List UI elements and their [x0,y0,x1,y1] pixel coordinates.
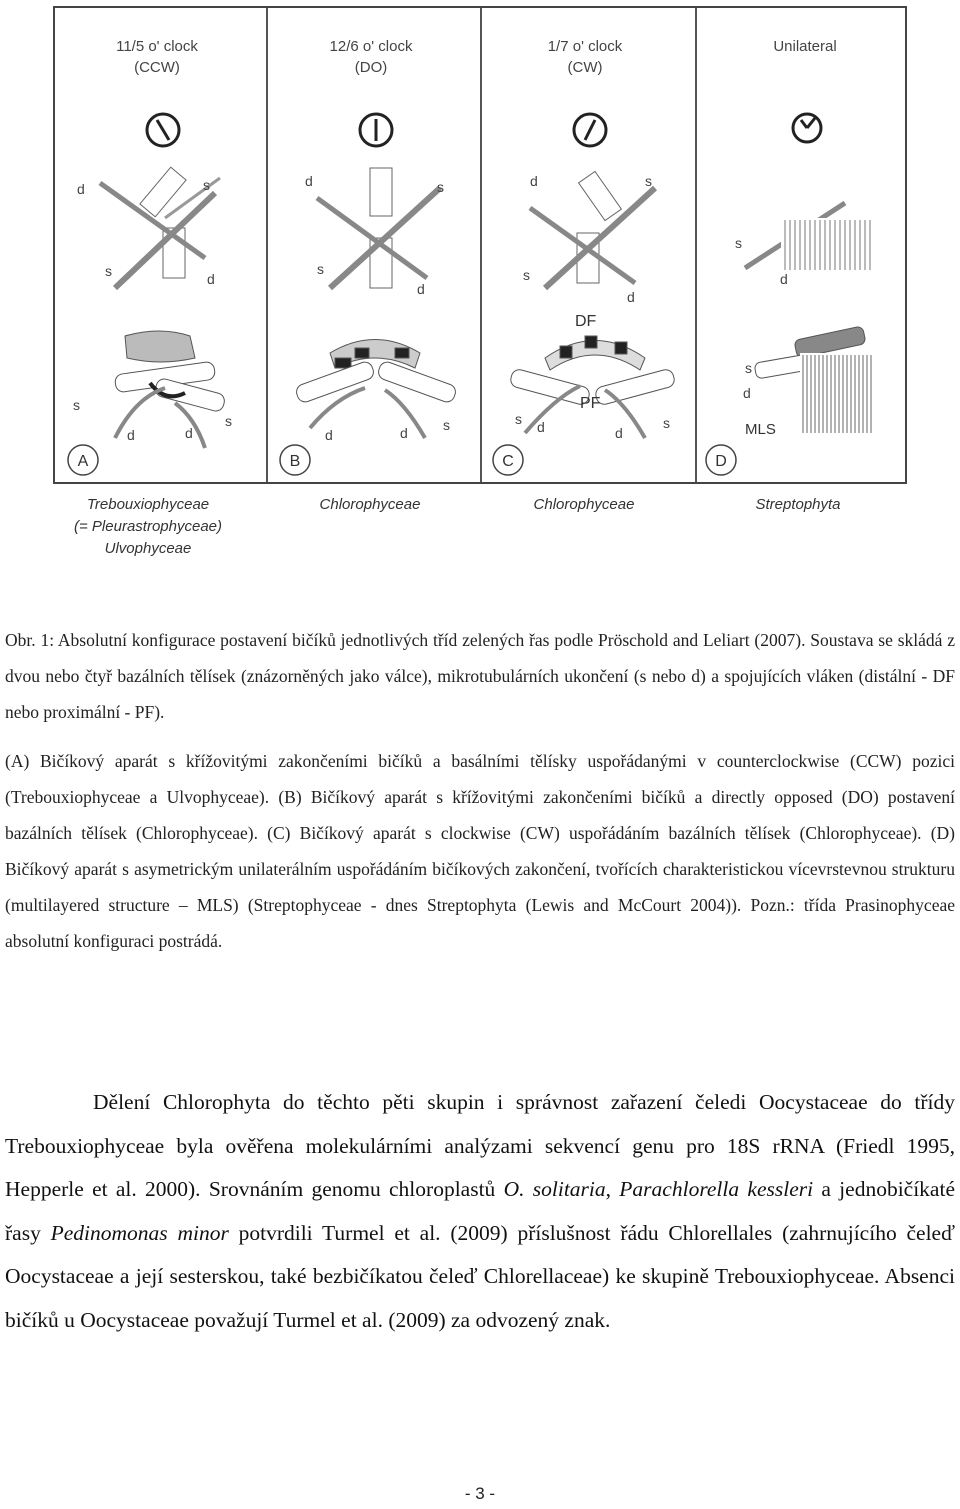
label-df: DF [575,313,597,330]
clade-labels [53,494,907,564]
svg-text:B: B [289,453,301,470]
svg-text:C: C [502,453,514,470]
label-s: s [225,413,232,429]
panel-letter-b [280,445,310,475]
label-d: d [780,271,788,287]
clade-a: Trebouxiophyceae (= Pleurastrophyceae) Ulvophyceae [74,496,222,557]
figure-caption [5,622,955,959]
label-pf: PF [580,395,601,412]
panel-c-bottom-diagram [509,336,676,438]
caption-paragraph: (A) Bičíkový aparát s křížovitými zakončeními bičíků a basálními tělísky uspořádanými v counterclockwise (CCW) pozici (Trebouxiophyceae a Ulvophyceae). (B) Bičíkový aparát s křížovitými zakončeními bičíků a directly opposed (DO) postavení bazálních tělísek (Chlorophyceae). (C) Bičíkový aparát s clockwise (CW) uspořádáním bazálních tělísek (Chlorophyceae). (D) Bičíkový aparát s asymetrickým unilaterálním uspořádáním bičíkových zakončení, tvořících charakteristickou vícevrstevnou strukturu (multilayered structure – MLS) (Streptophyceae - dnes Streptophyta (Lewis and McCourt 2004)). Pozn.: třída Prasinophyceae absolutní konfiguraci postrádá. [5,751,955,951]
svg-text:A: A [77,453,89,470]
label-s: s [203,177,210,193]
panel-d-bottom-diagram [754,326,875,433]
panel-c-top-diagram [530,171,655,288]
panel-a-header: 11/5 o' clock (CCW) [116,38,198,76]
label-s: s [443,417,450,433]
panel-letter-a [68,445,98,475]
page-number: - 3 - [464,1484,496,1503]
species-name: Parachlorella kessleri [619,1177,814,1201]
label-d: d [417,281,425,297]
panel-letter-d [706,445,736,475]
panel-d-top-diagram [745,203,876,270]
clade-b: Chlorophyceae [319,496,421,513]
label-s: s [105,263,112,279]
label-d: d [207,271,215,287]
panel-b-header: 12/6 o' clock (DO) [329,38,413,76]
figure-panels [53,6,907,484]
label-d: d [743,385,751,401]
clade-d: Streptophyta [755,496,841,513]
panel-b-top-diagram [317,168,440,288]
label-s: s [645,173,652,189]
svg-text:D: D [715,453,727,470]
clock-icon-unilateral [793,114,821,142]
clock-icon-cw [574,114,606,146]
label-d: d [127,427,135,443]
label-s: s [437,179,444,195]
panel-d-header: Unilateral [773,38,837,55]
label-mls: MLS [745,421,776,438]
clock-icon-ccw [147,114,179,146]
label-s: s [663,415,670,431]
figure-drawings [55,8,905,482]
label-d: d [627,289,635,305]
label-d: d [615,425,623,441]
species-name: O. solitaria [503,1177,606,1201]
label-s: s [317,261,324,277]
panel-b-bottom-diagram [294,340,457,439]
label-d: d [185,425,193,441]
clade-c: Chlorophyceae [533,496,635,513]
label-d: d [325,427,333,443]
label-s: s [523,267,530,283]
label-s: s [745,360,752,376]
label-d: d [77,181,85,197]
flagellar-figure [53,6,907,564]
label-s: s [515,411,522,427]
label-d: d [537,419,545,435]
label-s: s [73,397,80,413]
label-d: d [530,173,538,189]
species-name: Pedinomonas minor [50,1220,229,1245]
body-paragraph: Dělení Chlorophyta do těchto pěti skupin i správnost zařazení čeledi Oocystaceae do třídy Trebouxiophyceae byla ověřena molekulárními analýzami sekvencí genu pro 18S rRNA (Friedl 1995, Hepperle et al. 2000). Srovnáním genomu chloroplastů O. solitaria, Parachlorella kessleri a jednobičíkaté řasy Pedinomonas minor potvrdili Turmel et al. (2009) příslušnost řádu Chlorellales (zahrnujícího čeleď Oocystaceae a její sesterskou, také bezbičíkatou čeleď Chlorellaceae) ke skupině Trebouxiophyceae. Absenci bičíků u Oocystaceae považují Turmel et al. (2009) za odvozený znak. [5,1090,955,1332]
label-d: d [400,425,408,441]
panel-letter-c [493,445,523,475]
panel-a-top-diagram [100,167,220,288]
label-d: d [305,173,313,189]
caption-paragraph: Obr. 1: Absolutní konfigurace postavení bičíků jednotlivých tříd zelených řas podle Pröschold and Leliart (2007). Soustava se skládá z dvou nebo čtyř bazálních tělísek (znázorněných jako válce), mikrotubulárních ukončení (s nebo d) a spojujících vláken (distální - DF nebo proximální - PF). [5,630,955,722]
clock-icon-do [360,114,392,146]
panel-c-header: 1/7 o' clock (CW) [547,38,623,76]
label-s: s [735,235,742,251]
